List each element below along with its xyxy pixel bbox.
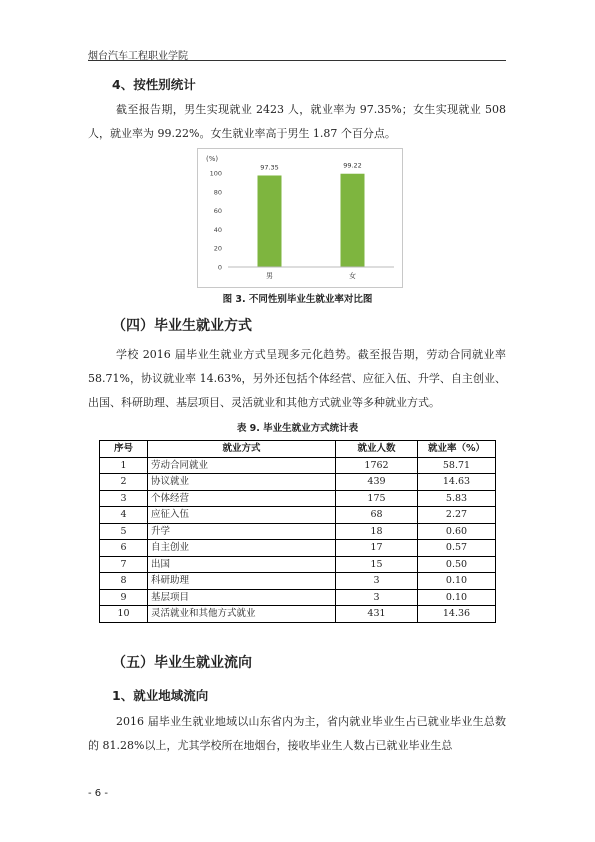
y-tick-label: 40: [213, 225, 222, 234]
table-row: [100, 457, 496, 474]
cell-index: 2: [100, 474, 148, 491]
cell-index: 8: [100, 573, 148, 590]
cell-rate: 0.10: [418, 573, 496, 590]
cell-index: 9: [100, 589, 148, 606]
cell-count: 3: [336, 589, 418, 606]
cell-count: 17: [336, 540, 418, 557]
cell-count: 431: [336, 606, 418, 623]
cell-rate: 58.71: [418, 457, 496, 474]
y-axis-label: (%): [206, 155, 219, 163]
cell-rate: 0.57: [418, 540, 496, 557]
col-header-mode: 就业方式: [148, 441, 336, 458]
flow-heading: （五）毕业生就业流向: [112, 655, 252, 671]
cell-rate: 14.36: [418, 606, 496, 623]
modes-paragraph: 学校 2016 届毕业生就业方式呈现多元化趋势。截至报告期，劳动合同就业率 58.71%，协议就业率 14.63%，另外还包括个体经营、应征入伍、升学、自主创业、出国、科研助理、基层项目、灵活就业和其他方式就业等多种就业方式。: [88, 348, 506, 409]
bar: [258, 175, 282, 267]
region-flow-heading: 1、就业地域流向: [112, 688, 209, 703]
cell-index: 3: [100, 490, 148, 507]
cell-mode: 劳动合同就业: [148, 457, 336, 474]
cell-mode: 升学: [148, 523, 336, 540]
table-caption: 表 9. 毕业生就业方式统计表: [236, 423, 359, 434]
x-category-label: 男: [266, 272, 273, 280]
cell-rate: 0.60: [418, 523, 496, 540]
table-row: [100, 474, 496, 491]
gender-heading: 4、按性别统计: [112, 77, 196, 92]
cell-mode: 基层项目: [148, 589, 336, 606]
figure-caption: 图 3. 不同性别毕业生就业率对比图: [222, 294, 373, 305]
cell-count: 15: [336, 556, 418, 573]
y-tick-label: 80: [213, 188, 222, 197]
table-row: [100, 523, 496, 540]
cell-index: 10: [100, 606, 148, 623]
table-row: [100, 507, 496, 524]
y-tick-label: 60: [213, 207, 222, 216]
bar: [341, 174, 365, 267]
cell-mode: 出国: [148, 556, 336, 573]
cell-index: 1: [100, 457, 148, 474]
cell-mode: 自主创业: [148, 540, 336, 557]
cell-count: 1762: [336, 457, 418, 474]
cell-index: 7: [100, 556, 148, 573]
cell-rate: 0.50: [418, 556, 496, 573]
y-tick-label: 100: [209, 169, 222, 178]
cell-index: 5: [100, 523, 148, 540]
gender-paragraph: 截至报告期，男生实现就业 2423 人，就业率为 97.35%；女生实现就业 508 人，就业率为 99.22%。女生就业率高于男生 1.87 个百分点。: [88, 103, 506, 140]
running-header: 烟台汽车工程职业学院: [88, 51, 188, 62]
cell-count: 175: [336, 490, 418, 507]
col-header-rate: 就业率（%）: [418, 441, 496, 458]
table-header-row: [100, 441, 496, 458]
cell-count: 18: [336, 523, 418, 540]
col-header-count: 就业人数: [336, 441, 418, 458]
bar-data-label: 97.35: [260, 163, 279, 172]
y-tick-label: 0: [217, 263, 222, 272]
col-header-index: 序号: [100, 441, 148, 458]
y-tick-label: 20: [213, 244, 222, 253]
employment-modes-table: [99, 440, 496, 623]
cell-count: 3: [336, 573, 418, 590]
table-row: [100, 589, 496, 606]
page-number: - 6 -: [88, 788, 108, 799]
cell-index: 6: [100, 540, 148, 557]
cell-mode: 协议就业: [148, 474, 336, 491]
x-category-label: 女: [349, 272, 356, 280]
cell-rate: 14.63: [418, 474, 496, 491]
table-row: [100, 573, 496, 590]
cell-rate: 0.10: [418, 589, 496, 606]
table-row: [100, 556, 496, 573]
gender-employment-chart: [197, 148, 403, 288]
cell-mode: 应征入伍: [148, 507, 336, 524]
cell-mode: 灵活就业和其他方式就业: [148, 606, 336, 623]
cell-count: 439: [336, 474, 418, 491]
chart-svg: [198, 149, 402, 287]
cell-mode: 个体经营: [148, 490, 336, 507]
modes-heading: （四）毕业生就业方式: [112, 318, 252, 334]
table-row: [100, 490, 496, 507]
header-divider: [88, 60, 506, 61]
bar-data-label: 99.22: [343, 161, 362, 170]
cell-index: 4: [100, 507, 148, 524]
cell-rate: 5.83: [418, 490, 496, 507]
flow-paragraph: 2016 届毕业生就业地域以山东省内为主，省内就业毕业生占已就业毕业生总数的 81.28%以上，尤其学校所在地烟台，接收毕业生人数占已就业毕业生总: [88, 715, 506, 752]
table-row: [100, 606, 496, 623]
table-row: [100, 540, 496, 557]
cell-mode: 科研助理: [148, 573, 336, 590]
cell-count: 68: [336, 507, 418, 524]
cell-rate: 2.27: [418, 507, 496, 524]
